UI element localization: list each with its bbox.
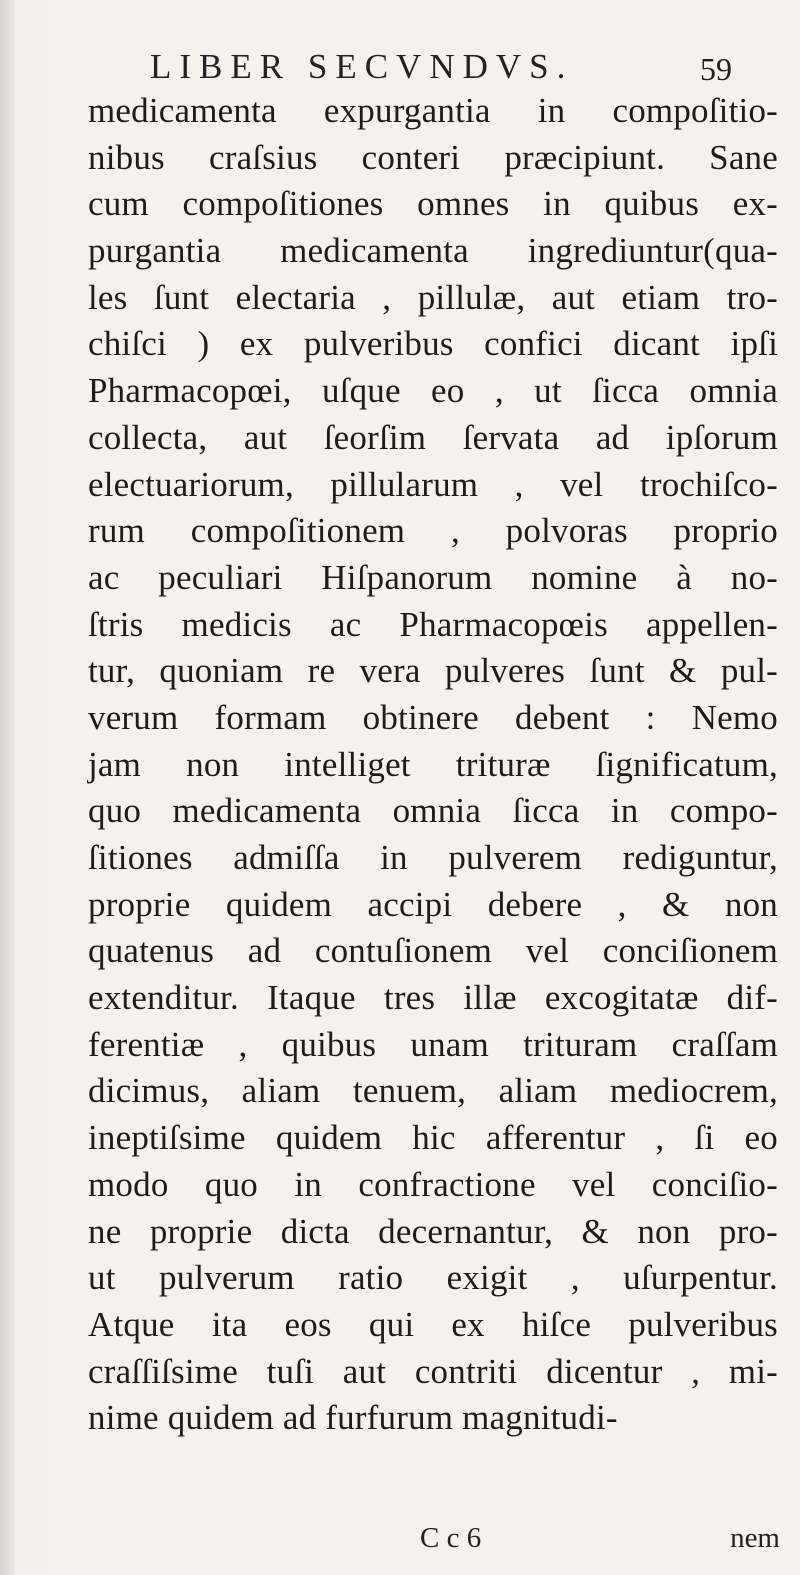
text-line: quatenus ad contuſionem vel conciſionem bbox=[88, 931, 778, 971]
text-line: ut pulverum ratio exigit , uſurpentur. bbox=[88, 1258, 778, 1298]
text-line: ſitiones admiſſa in pulverem rediguntur, bbox=[88, 838, 778, 877]
text-line: nime quidem ad furfurum magnitudi- bbox=[88, 1398, 618, 1438]
text-line: quo medicamenta omnia ſicca in compo- bbox=[88, 791, 778, 831]
page-footer bbox=[420, 1518, 780, 1558]
text-line: cum compoſitiones omnes in quibus ex- bbox=[88, 184, 778, 224]
text-line: rum compoſitionem , polvoras proprio bbox=[88, 511, 778, 551]
text-line: les ſunt electaria , pillulæ, aut etiam tro- bbox=[88, 277, 778, 317]
text-line: ſtris medicis ac Pharmacopœis appellen- bbox=[88, 604, 778, 644]
text-line: ne proprie dicta decernantur, & non pro- bbox=[88, 1211, 778, 1251]
binding-gutter bbox=[0, 0, 14, 1575]
text-line: modo quo in confractione vel conciſio- bbox=[88, 1164, 778, 1204]
body-text bbox=[88, 88, 778, 1442]
text-line: Atque ita eos qui ex hiſce pulveribus bbox=[88, 1304, 778, 1344]
text-line: chiſci ) ex pulveribus confici dicant ipſi bbox=[88, 324, 778, 364]
text-line: craſſiſsime tuſi aut contriti dicentur , mi- bbox=[88, 1351, 778, 1391]
text-line: Pharmacopœi, uſque eo , ut ſicca omnia bbox=[88, 371, 778, 411]
text-line: ineptiſsime quidem hic afferentur , ſi eo bbox=[88, 1118, 778, 1158]
text-line: extenditur. Itaque tres illæ excogitatæ dif- bbox=[88, 978, 778, 1018]
text-line: verum formam obtinere debent : Nemo bbox=[88, 697, 778, 737]
text-line: proprie quidem accipi debere , & non bbox=[88, 884, 778, 924]
text-line: nibus craſsius conteri præcipiunt. Sane bbox=[88, 137, 778, 177]
text-line: collecta, aut ſeorſim ſervata ad ipſorum bbox=[88, 417, 778, 457]
signature-mark: C c 6 bbox=[420, 1522, 482, 1554]
running-head: LIBER SECVNDVS. bbox=[150, 47, 574, 86]
text-line: jam non intelliget trituræ ſignificatum, bbox=[88, 744, 778, 784]
text-line: purgantia medicamenta ingrediuntur(qua- bbox=[88, 231, 778, 271]
catchword: nem bbox=[730, 1522, 780, 1554]
text-line: ac peculiari Hiſpanorum nomine à no- bbox=[88, 557, 778, 597]
text-line: ferentiæ , quibus unam trituram craſſam bbox=[88, 1024, 778, 1064]
text-line: medicamenta expurgantia in compoſitio- bbox=[88, 91, 778, 130]
page-number: 59 bbox=[700, 51, 732, 87]
text-line: dicimus, aliam tenuem, aliam mediocrem, bbox=[88, 1071, 778, 1111]
text-line: tur, quoniam re vera pulveres ſunt & pul- bbox=[88, 651, 778, 691]
text-line: electuariorum, pillularum , vel trochiſco- bbox=[88, 464, 778, 504]
